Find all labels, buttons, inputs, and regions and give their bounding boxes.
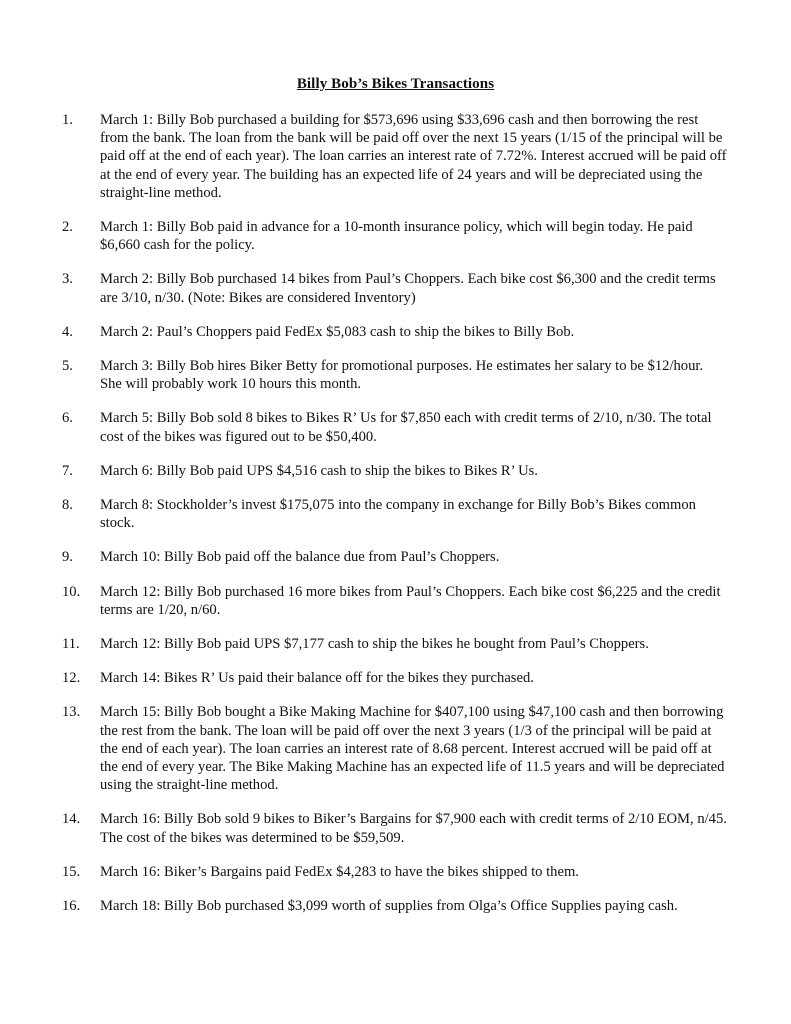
list-item	[0, 270, 791, 306]
item-text: March 2: Paul’s Choppers paid FedEx $5,083 cash to ship the bikes to Billy Bob.	[100, 323, 575, 340]
item-number: 9.	[62, 549, 73, 566]
list-item	[0, 583, 791, 619]
item-text: March 2: Billy Bob purchased 14 bikes from Paul’s Choppers. Each bike cost $6,300 and the credit terms are 3/10, n/30. (Note: Bikes are considered Inventory)	[100, 271, 716, 306]
list-item	[0, 635, 791, 653]
item-text: March 16: Billy Bob sold 9 bikes to Biker’s Bargains for $7,900 each with credit terms of 2/10 EOM, n/45. The cost of the bikes was determined to be $59,509.	[100, 811, 727, 846]
item-text: March 18: Billy Bob purchased $3,099 worth of supplies from Olga’s Office Supplies paying cash.	[100, 898, 678, 915]
list-item	[0, 357, 791, 393]
item-text: March 8: Stockholder’s invest $175,075 into the company in exchange for Billy Bob’s Bikes common stock.	[100, 497, 696, 532]
page-title: Billy Bob’s Bikes Transactions	[296, 76, 495, 92]
item-number: 3.	[62, 271, 73, 288]
list-item	[0, 462, 791, 480]
item-text: March 3: Billy Bob hires Biker Betty for promotional purposes. He estimates her salary to be $12/hour. She will probably work 10 hours this month.	[100, 358, 704, 393]
item-number: 10.	[62, 583, 81, 600]
list-item	[0, 703, 791, 794]
list-item	[0, 496, 791, 532]
item-number: 12.	[62, 670, 81, 687]
transaction-list	[0, 111, 791, 931]
list-item	[0, 323, 791, 341]
item-number: 6.	[62, 410, 73, 427]
list-item	[0, 897, 791, 915]
item-number: 8.	[62, 497, 73, 514]
item-number: 5.	[62, 358, 73, 375]
list-item	[0, 111, 791, 202]
list-item	[0, 548, 791, 566]
item-text: March 1: Billy Bob paid in advance for a 10-month insurance policy, which will begin today. He paid $6,660 cash for the policy.	[100, 219, 693, 254]
item-number: 15.	[62, 863, 81, 880]
list-item	[0, 810, 791, 846]
list-item	[0, 218, 791, 254]
item-number: 14.	[62, 811, 81, 828]
item-number: 7.	[62, 462, 73, 479]
item-number: 16.	[62, 898, 81, 915]
item-text: March 10: Billy Bob paid off the balance due from Paul’s Choppers.	[100, 549, 500, 566]
item-text: March 14: Bikes R’ Us paid their balance off for the bikes they purchased.	[100, 670, 534, 687]
list-item	[0, 669, 791, 687]
item-text: March 1: Billy Bob purchased a building for $573,696 using $33,696 cash and then borrowing the rest from the bank. The loan from the bank will be paid off over the next 15 years (1/15 of the principal will be paid off at the end of each year). The loan carries an interest rate of 7.72%. Interest accrued will be paid off at the end of every year. The building has an expected life of 24 years and will be depreciated using the straight-line method.	[100, 112, 727, 201]
item-text: March 15: Billy Bob bought a Bike Making Machine for $407,100 using $47,100 cash and then borrowing the rest from the bank. The loan will be paid off over the next 3 years (1/3 of the principal will be paid at the end of each year). The loan carries an interest rate of 8.68 percent. Interest accrued will be paid off at the end of every year. The Bike Making Machine has an expected life of 11.5 years and will be depreciated using the straight-line method.	[100, 704, 725, 794]
item-text: March 16: Biker’s Bargains paid FedEx $4,283 to have the bikes shipped to them.	[100, 863, 579, 880]
item-text: March 12: Billy Bob purchased 16 more bikes from Paul’s Choppers. Each bike cost $6,225 and the credit terms are 1/20, n/60.	[100, 583, 721, 618]
item-number: 13.	[62, 704, 81, 721]
item-number: 2.	[62, 219, 73, 236]
list-item	[0, 863, 791, 881]
item-text: March 5: Billy Bob sold 8 bikes to Bikes R’ Us for $7,850 each with credit terms of 2/10, n/30. The total cost of the bikes was figured out to be $50,400.	[100, 410, 712, 445]
item-text: March 12: Billy Bob paid UPS $7,177 cash to ship the bikes he bought from Paul’s Choppers.	[100, 636, 649, 653]
item-number: 11.	[62, 636, 80, 653]
item-text: March 6: Billy Bob paid UPS $4,516 cash to ship the bikes to Bikes R’ Us.	[100, 462, 538, 479]
item-number: 1.	[62, 112, 73, 128]
list-item	[0, 409, 791, 445]
item-number: 4.	[62, 323, 73, 340]
